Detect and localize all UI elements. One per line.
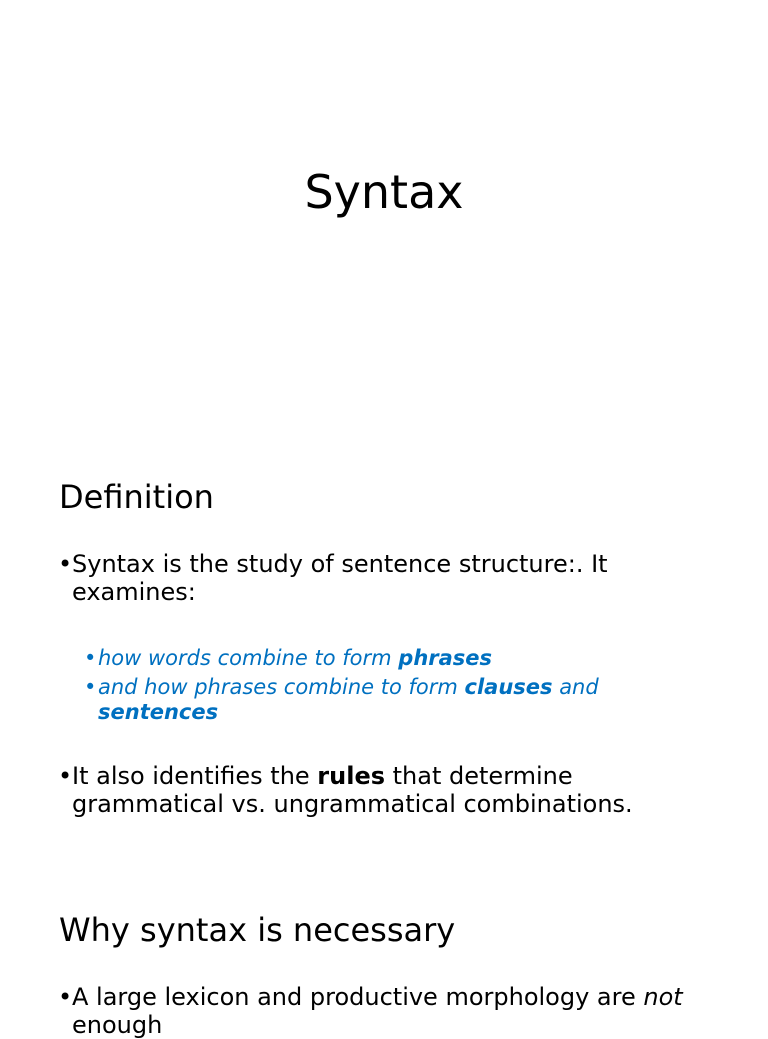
sub-bullet-clauses: [84, 675, 724, 725]
bullet-text-after: enough: [72, 1011, 163, 1039]
emphasis-not: not: [643, 983, 683, 1011]
keyword-sentences: sentences: [98, 700, 219, 724]
slide-heading-why-syntax: Why syntax is necessary: [59, 911, 456, 949]
bullet-text: Syntax is the study of sentence structure:. It examines:: [72, 550, 608, 606]
bullet-text-before: It also identifies the: [72, 762, 318, 790]
keyword-phrases: phrases: [398, 646, 493, 670]
bullet-lexicon: [58, 983, 718, 1039]
bullet-syntax-definition: [58, 550, 718, 606]
slide-why-syntax: [0, 864, 768, 1039]
slide-title-text: Syntax: [304, 165, 464, 219]
sub-bullet-text: how words combine to form: [98, 646, 399, 670]
slide-definition: [0, 432, 768, 864]
keyword-clauses: clauses: [464, 675, 553, 699]
sub-bullet-phrases: [84, 646, 724, 671]
slide-heading-definition: Definition: [59, 478, 214, 516]
bullet-dot: •: [84, 675, 97, 699]
bullet-dot: •: [84, 646, 97, 670]
bullet-text-before: A large lexicon and productive morphology are: [72, 983, 644, 1011]
slide-title: [0, 0, 768, 432]
bullet-dot: •: [58, 762, 73, 790]
sub-bullet-text: and how phrases combine to form: [98, 675, 465, 699]
bullet-dot: •: [58, 983, 73, 1011]
bullet-dot: •: [58, 550, 73, 578]
keyword-rules: rules: [317, 762, 386, 790]
bullet-rules: [58, 762, 718, 818]
sub-bullet-connector: and: [552, 675, 599, 699]
bullet-text-after: that determine grammatical vs. ungrammatical combinations.: [72, 762, 633, 818]
